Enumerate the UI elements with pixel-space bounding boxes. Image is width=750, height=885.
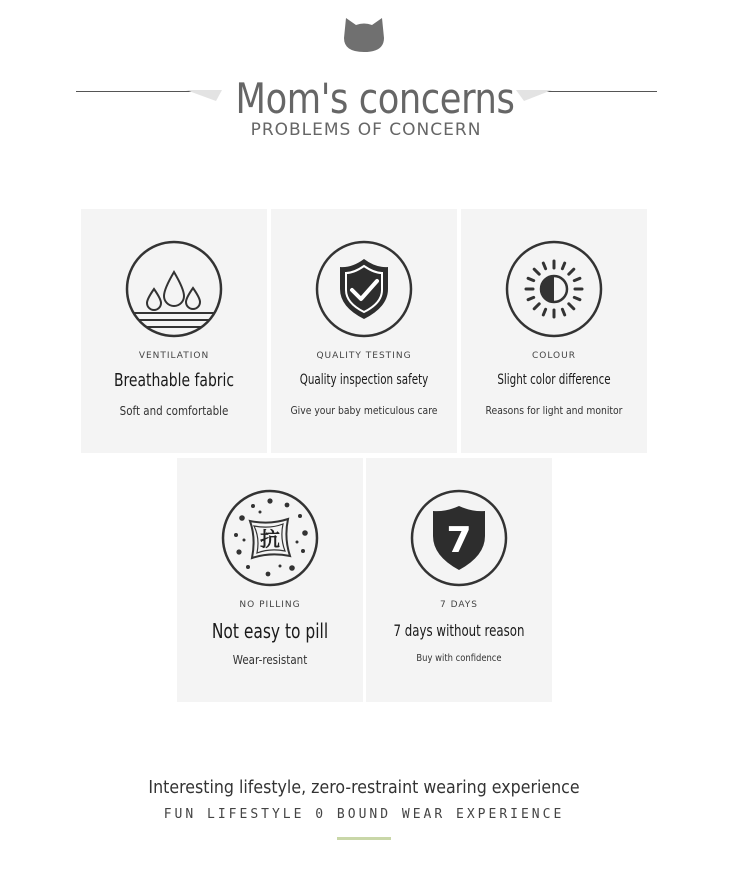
- shield-check-icon: [314, 239, 414, 339]
- page-subtitle: PROBLEMS OF CONCERN: [250, 120, 482, 140]
- feature-en-label: NO PILLING: [239, 600, 301, 610]
- feature-card-no-pilling: [177, 458, 363, 702]
- water-drops-icon: [124, 239, 224, 339]
- feature-subtitle: Buy with confidence: [416, 653, 502, 664]
- footer-subtitle: FUN LIFESTYLE 0 BOUND WEAR EXPERIENCE: [163, 807, 565, 822]
- feature-subtitle: Reasons for light and monitor: [485, 404, 623, 417]
- cat-head-icon: [343, 16, 385, 52]
- anti-pilling-icon: [220, 488, 320, 588]
- feature-subtitle: Wear-resistant: [232, 653, 308, 667]
- feature-subtitle: Give your baby meticulous care: [290, 404, 438, 417]
- feature-en-label: COLOUR: [532, 351, 576, 361]
- feature-en-label: VENTILATION: [138, 351, 210, 361]
- feature-subtitle: Soft and comfortable: [119, 404, 229, 418]
- feature-card-quality: [271, 209, 457, 453]
- feature-title: Quality inspection safety: [299, 372, 429, 388]
- feature-card-colour: [461, 209, 647, 453]
- sun-icon: [504, 239, 604, 339]
- page-title: Mom's concerns: [235, 74, 515, 123]
- feature-card-7-days: [366, 458, 552, 702]
- footer-title: Interesting lifestyle, zero-restraint wearing experience: [148, 777, 580, 798]
- feature-title: Not easy to pill: [211, 619, 329, 643]
- feature-en-label: 7 DAYS: [439, 600, 479, 610]
- accent-bar: [337, 837, 391, 840]
- anti-pilling-glyph: 抗: [260, 527, 280, 551]
- feature-title: Slight color difference: [497, 372, 611, 388]
- seven-glyph: 7: [446, 520, 472, 561]
- feature-title: 7 days without reason: [393, 621, 525, 640]
- feature-card-ventilation: [81, 209, 267, 453]
- seven-days-shield-icon: [409, 488, 509, 588]
- feature-title: Breathable fabric: [113, 370, 235, 391]
- feature-en-label: QUALITY TESTING: [316, 351, 412, 361]
